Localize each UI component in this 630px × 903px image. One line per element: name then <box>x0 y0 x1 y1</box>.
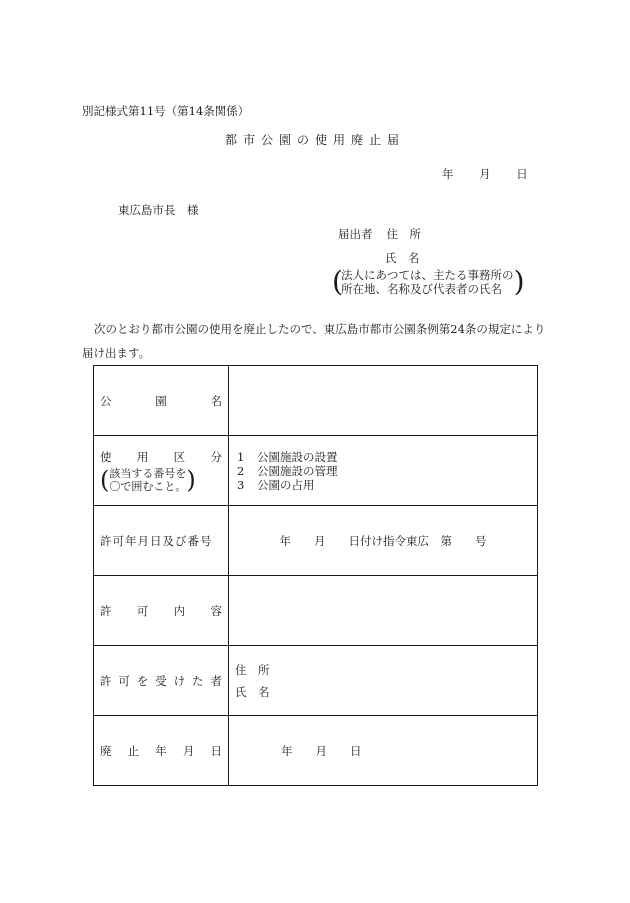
permit-date-label: 許可年月日及び番号 <box>100 533 213 548</box>
permittee-char-4: け <box>173 673 186 688</box>
permit-content-char-2: 内 <box>173 603 186 618</box>
applicant-address-row <box>338 226 421 242</box>
document-title: 都市公園の使用廃止届 <box>224 133 405 147</box>
usage-option-label: 公園施設の設置 <box>257 449 338 464</box>
permit-content-char-1: 可 <box>136 603 149 618</box>
field-permit-content[interactable] <box>229 576 538 646</box>
permittee-char-2: を <box>136 673 149 688</box>
field-abolish-date[interactable] <box>229 716 538 786</box>
applicant-name-label: 氏 名 <box>385 251 420 265</box>
label-park-name <box>94 366 229 436</box>
usage-type-char-2: 区 <box>173 449 186 464</box>
row-permit-date <box>94 506 538 576</box>
close-paren: ) <box>513 265 525 298</box>
abolish-date-char-4: 日 <box>210 743 222 758</box>
permit-date-value: 年 月 日付け指令東広 第 号 <box>279 533 487 548</box>
field-usage-type[interactable] <box>229 436 538 506</box>
label-abolish-date <box>94 716 229 786</box>
row-park-name <box>94 366 538 436</box>
field-park-name[interactable] <box>229 366 538 436</box>
usage-option-2[interactable] <box>237 464 537 478</box>
usage-option-number: 1 <box>237 449 245 464</box>
park-name-char-1: 園 <box>155 393 167 408</box>
abolish-date-value: 年 月 日 <box>281 743 362 758</box>
park-name-char-2: 名 <box>210 393 222 408</box>
permittee-char-5: た <box>192 673 204 688</box>
usage-type-char-1: 用 <box>136 449 149 464</box>
usage-option-3[interactable] <box>237 478 537 492</box>
form-table <box>93 365 538 786</box>
usage-option-number: 2 <box>237 463 245 478</box>
row-permit-content <box>94 576 538 646</box>
label-permit-date <box>94 506 229 576</box>
permittee-name-label: 氏 名 <box>235 684 270 699</box>
permittee-char-1: 可 <box>118 673 130 688</box>
corporation-note <box>332 265 525 298</box>
permittee-char-6: 者 <box>210 673 222 688</box>
corp-note-line-2: 所在地、名称及び代表者の氏名 <box>341 282 502 296</box>
usage-option-label: 公園の占用 <box>257 477 315 492</box>
field-permittee[interactable] <box>229 646 538 716</box>
submitter-label: 届出者 <box>338 227 373 241</box>
corp-note-line-1: 法人にあつては、主たる事務所の <box>341 268 514 282</box>
usage-options-list <box>229 450 537 492</box>
note-open-paren: ( <box>100 465 110 494</box>
permit-content-char-0: 許 <box>100 603 112 618</box>
abolish-date-char-2: 年 <box>155 743 167 758</box>
usage-option-1[interactable] <box>237 450 537 464</box>
open-paren: ( <box>332 265 343 298</box>
date-line: 年 月 日 <box>442 167 528 181</box>
abolish-date-char-1: 止 <box>127 743 140 758</box>
permit-content-char-3: 容 <box>210 603 222 618</box>
abolish-date-char-0: 廃 <box>100 743 112 758</box>
note-close-paren: ) <box>186 465 196 494</box>
field-permit-date[interactable] <box>229 506 538 576</box>
park-name-char-0: 公 <box>100 393 112 408</box>
row-usage-type <box>94 436 538 506</box>
permittee-char-0: 許 <box>100 673 112 688</box>
usage-option-number: 3 <box>237 477 245 492</box>
row-abolish-date <box>94 716 538 786</box>
permittee-char-3: 受 <box>155 673 167 688</box>
usage-note-line-1: 該当する番号を <box>109 466 187 480</box>
abolish-date-char-3: 月 <box>182 743 195 758</box>
label-permit-content <box>94 576 229 646</box>
label-permittee <box>94 646 229 716</box>
permittee-address-label: 住 所 <box>235 662 270 677</box>
addressee: 東広島市長 様 <box>118 203 199 217</box>
usage-type-char-3: 分 <box>210 449 222 464</box>
usage-note <box>100 467 228 493</box>
statement-text: 次のとおり都市公園の使用を廃止したので、東広島市都市公園条例第24条の規定により届け出ます。 <box>82 322 546 360</box>
address-label: 住 所 <box>386 227 421 241</box>
label-usage-type <box>94 436 229 506</box>
usage-note-line-2: 〇で囲むこと。 <box>109 479 187 493</box>
form-number: 別記様式第11号（第14条関係） <box>82 104 250 118</box>
row-permittee <box>94 646 538 716</box>
usage-option-label: 公園施設の管理 <box>257 463 338 478</box>
usage-type-char-0: 使 <box>100 449 112 464</box>
